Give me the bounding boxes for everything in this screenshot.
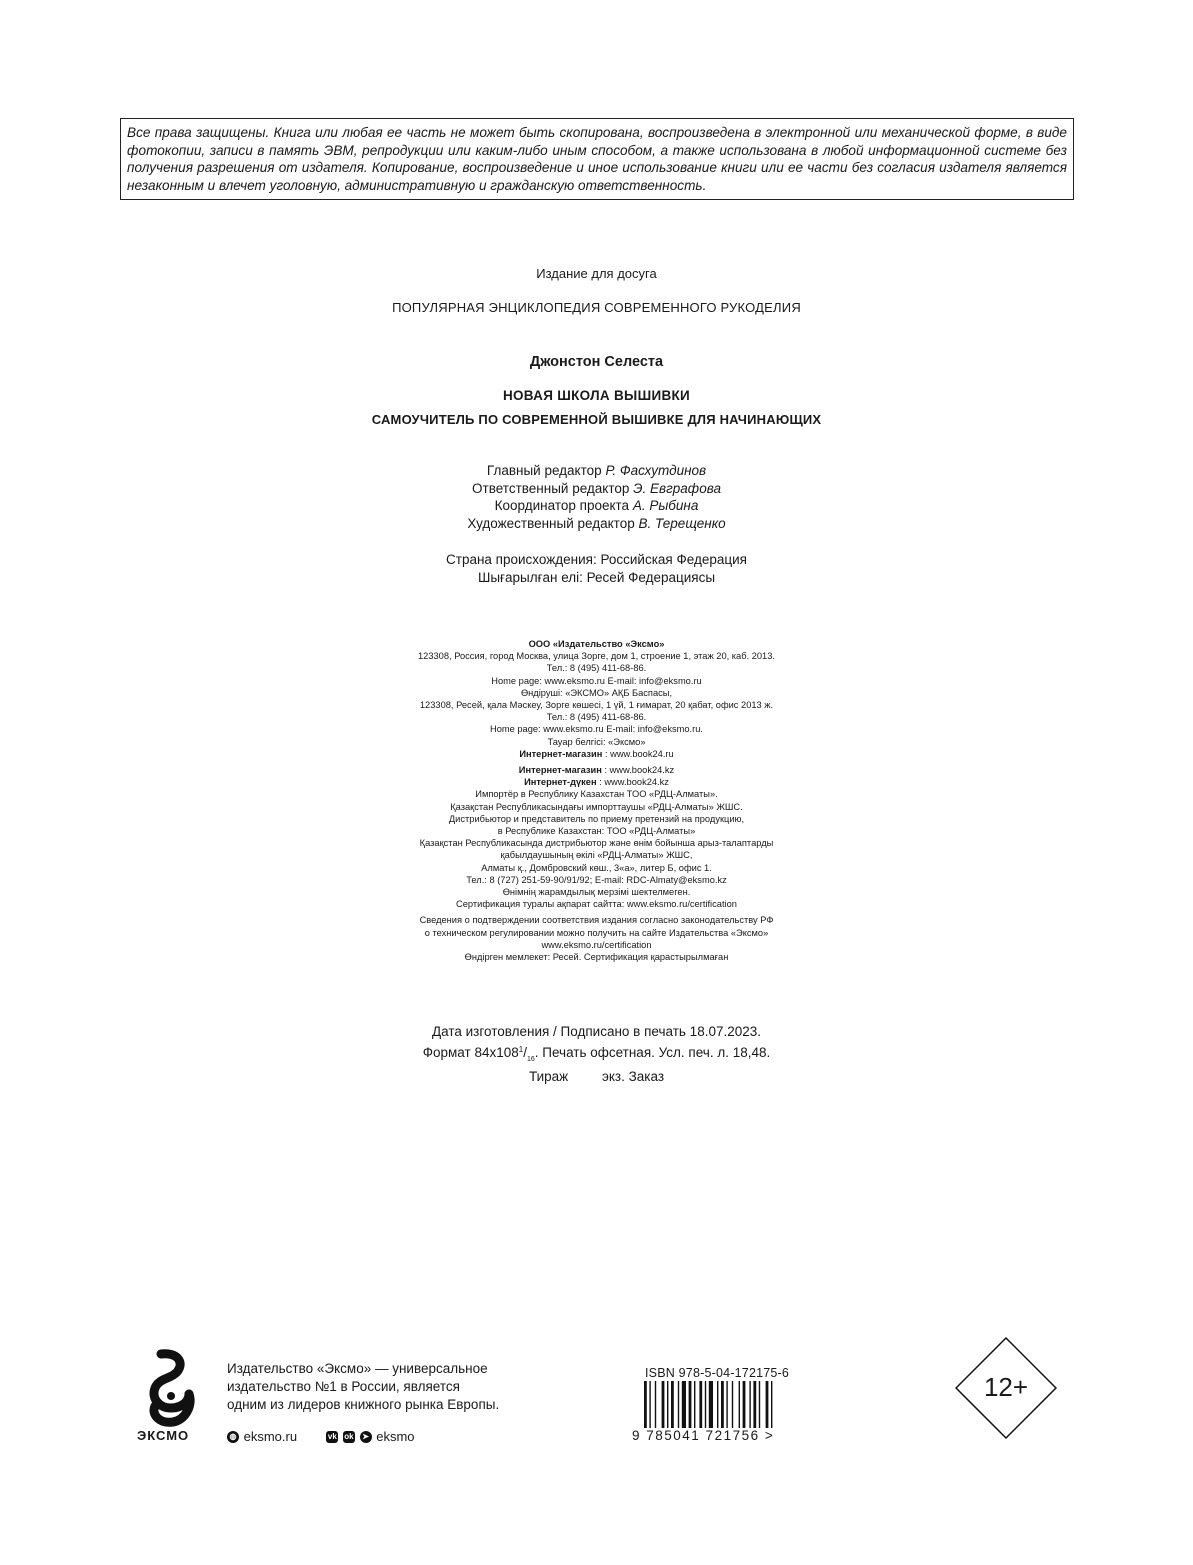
origin-ru: Страна происхождения: Российская Федерация bbox=[446, 552, 747, 567]
blurb-line: Издательство «Эксмо» — универсальное bbox=[227, 1361, 488, 1376]
imprint-line: 123308, Россия, город Москва, улица Зорге, дом 1, строение 1, этаж 20, каб. 2013. bbox=[418, 651, 775, 662]
book-subtitle: САМОУЧИТЕЛЬ ПО СОВРЕМЕННОЙ ВЫШИВКЕ ДЛЯ НАЧИНАЮЩИХ bbox=[371, 412, 822, 427]
imprint-line: Сведения о подтверждении соответствия издания согласно законодательству РФ bbox=[419, 915, 774, 926]
contact-row bbox=[227, 1428, 415, 1444]
imprint-line: Тауар белгісі: «Эксмо» bbox=[547, 736, 646, 747]
imprint-line: Қазақстан Республикасында дистрибьютор және өнім бойынша арыз-талаптарды bbox=[419, 838, 774, 849]
imprint-line: Интернет-дүкен : www.book24.kz bbox=[524, 777, 669, 788]
imprint-block bbox=[0, 638, 1193, 963]
imprint-line: Дистрибьютор и представитель по приему претензий на продукцию, bbox=[448, 813, 745, 824]
imprint-line: Home page: www.eksmo.ru E-mail: info@eksmo.ru bbox=[491, 675, 702, 686]
blurb-line: одним из лидеров книжного рынка Европы. bbox=[227, 1397, 500, 1412]
imprint-line: Тел.: 8 (727) 251-59-90/91/92; E-mail: RDC-Almaty@eksmo.kz bbox=[466, 874, 727, 885]
imprint-line: Импортёр в Республику Казахстан ТОО «РДЦ-Алматы». bbox=[475, 789, 718, 800]
imprint-line: Сертификация туралы ақпарат сайтта: www.eksmo.ru/certification bbox=[456, 899, 737, 910]
publisher-company: ООО «Издательство «Эксмо» bbox=[528, 639, 665, 649]
barcode-digits: 9 785041 721756 > bbox=[632, 1428, 775, 1443]
imprint-line: в Республике Казахстан: ТОО «РДЦ-Алматы» bbox=[497, 826, 696, 837]
print-format: Формат $84x108^1/_{16}$. Печать офсетная. Усл. печ. л. 18,48. bbox=[422, 1044, 771, 1063]
credit-line: Координатор проекта А. Рыбина bbox=[494, 498, 699, 513]
age-rating: 12+ bbox=[983, 1372, 1029, 1402]
eksmo-logo-text: ЭКСМО bbox=[137, 1428, 190, 1443]
credits-block bbox=[0, 462, 1193, 532]
credit-line: Художественный редактор В. Терещенко bbox=[467, 515, 726, 531]
imprint-line: www.eksmo.ru/certification bbox=[541, 939, 652, 950]
origin-kz: Шығарылған елі: Ресей Федерациясы bbox=[477, 569, 716, 585]
globe-icon: ◍ bbox=[227, 1431, 239, 1443]
imprint-line: Интернет-магазин : www.book24.ru bbox=[519, 748, 674, 759]
isbn-number: ISBN 978-5-04-172175-6 bbox=[645, 1366, 790, 1380]
imprint-line: Алматы қ., Домбровский көш., 3«а», литер Б, офис 1. bbox=[481, 862, 712, 873]
edition-type: Издание для досуга bbox=[536, 266, 657, 281]
imprint-line: Қазақстан Республикасындағы импорттаушы «РДЦ-Алматы» ЖШС. bbox=[450, 801, 743, 812]
print-info bbox=[0, 1023, 1193, 1086]
vk-icon[interactable]: vk bbox=[327, 1431, 337, 1441]
book-title: НОВАЯ ШКОЛА ВЫШИВКИ bbox=[502, 388, 691, 403]
print-date: Дата изготовления / Подписано в печать 18.07.2023. bbox=[432, 1024, 761, 1039]
series-name: ПОПУЛЯРНАЯ ЭНЦИКЛОПЕДИЯ СОВРЕМЕННОГО РУКОДЕЛИЯ bbox=[392, 300, 801, 315]
credit-line: Главный редактор Р. Фасхутдинов bbox=[486, 463, 707, 478]
imprint-line: Тел.: 8 (495) 411-68-86. bbox=[546, 663, 647, 674]
ok-icon[interactable]: ok bbox=[344, 1431, 354, 1441]
website-link[interactable]: eksmo.ru bbox=[243, 1429, 298, 1445]
social-handle[interactable]: eksmo bbox=[376, 1429, 415, 1445]
imprint-line: қабылдаушының өкілі «РДЦ-Алматы» ЖШС, bbox=[500, 850, 693, 861]
imprint-line: о техническом регулировании можно получить на сайте Издательства «Эксмо» bbox=[424, 927, 769, 938]
author-name: Джонстон Селеста bbox=[529, 354, 664, 370]
imprint-line: Тел.: 8 (495) 411-68-86. bbox=[546, 712, 647, 723]
imprint-line: Өнімнің жарамдылық мерзімі шектелмеген. bbox=[502, 887, 691, 898]
imprint-line: Интернет-магазин : www.book24.kz bbox=[518, 765, 675, 776]
publisher-blurb bbox=[227, 1360, 499, 1414]
imprint-line: Өндіруші: «ЭКСМО» АҚБ Баспасы, bbox=[520, 687, 673, 698]
imprint-line: Өндірген мемлекет: Ресей. Сертификация қарастырылмаған bbox=[464, 952, 729, 963]
imprint-line: Home page: www.eksmo.ru E-mail: info@eksmo.ru. bbox=[489, 724, 703, 735]
copyright-notice: Все права защищены. Книга или любая ее часть не может быть скопирована, воспроизведена в электронной или механической форме, в виде фотокопии, записи в память ЭВМ, репродукции или каким-либо иным способом, а также использована в любой информационной системе без получения разрешения от издателя. Копирование, воспроизведение и иное использование книги или ее части без согласия издателя является незаконным и влечет уголовную, административную и гражданскую ответственность. bbox=[120, 118, 1074, 200]
telegram-icon[interactable]: ➤ bbox=[360, 1431, 372, 1443]
print-run: Тираж экз. Заказ bbox=[528, 1069, 665, 1084]
origin-block bbox=[0, 551, 1193, 586]
imprint-line: 123308, Ресей, қала Мәскеу, Зорге көшесі, 1 үй, 1 ғимарат, 20 қабат, офис 2013 ж. bbox=[419, 700, 774, 711]
blurb-line: издательство №1 в России, является bbox=[227, 1379, 460, 1394]
credit-line: Ответственный редактор Э. Евграфова bbox=[472, 480, 721, 496]
